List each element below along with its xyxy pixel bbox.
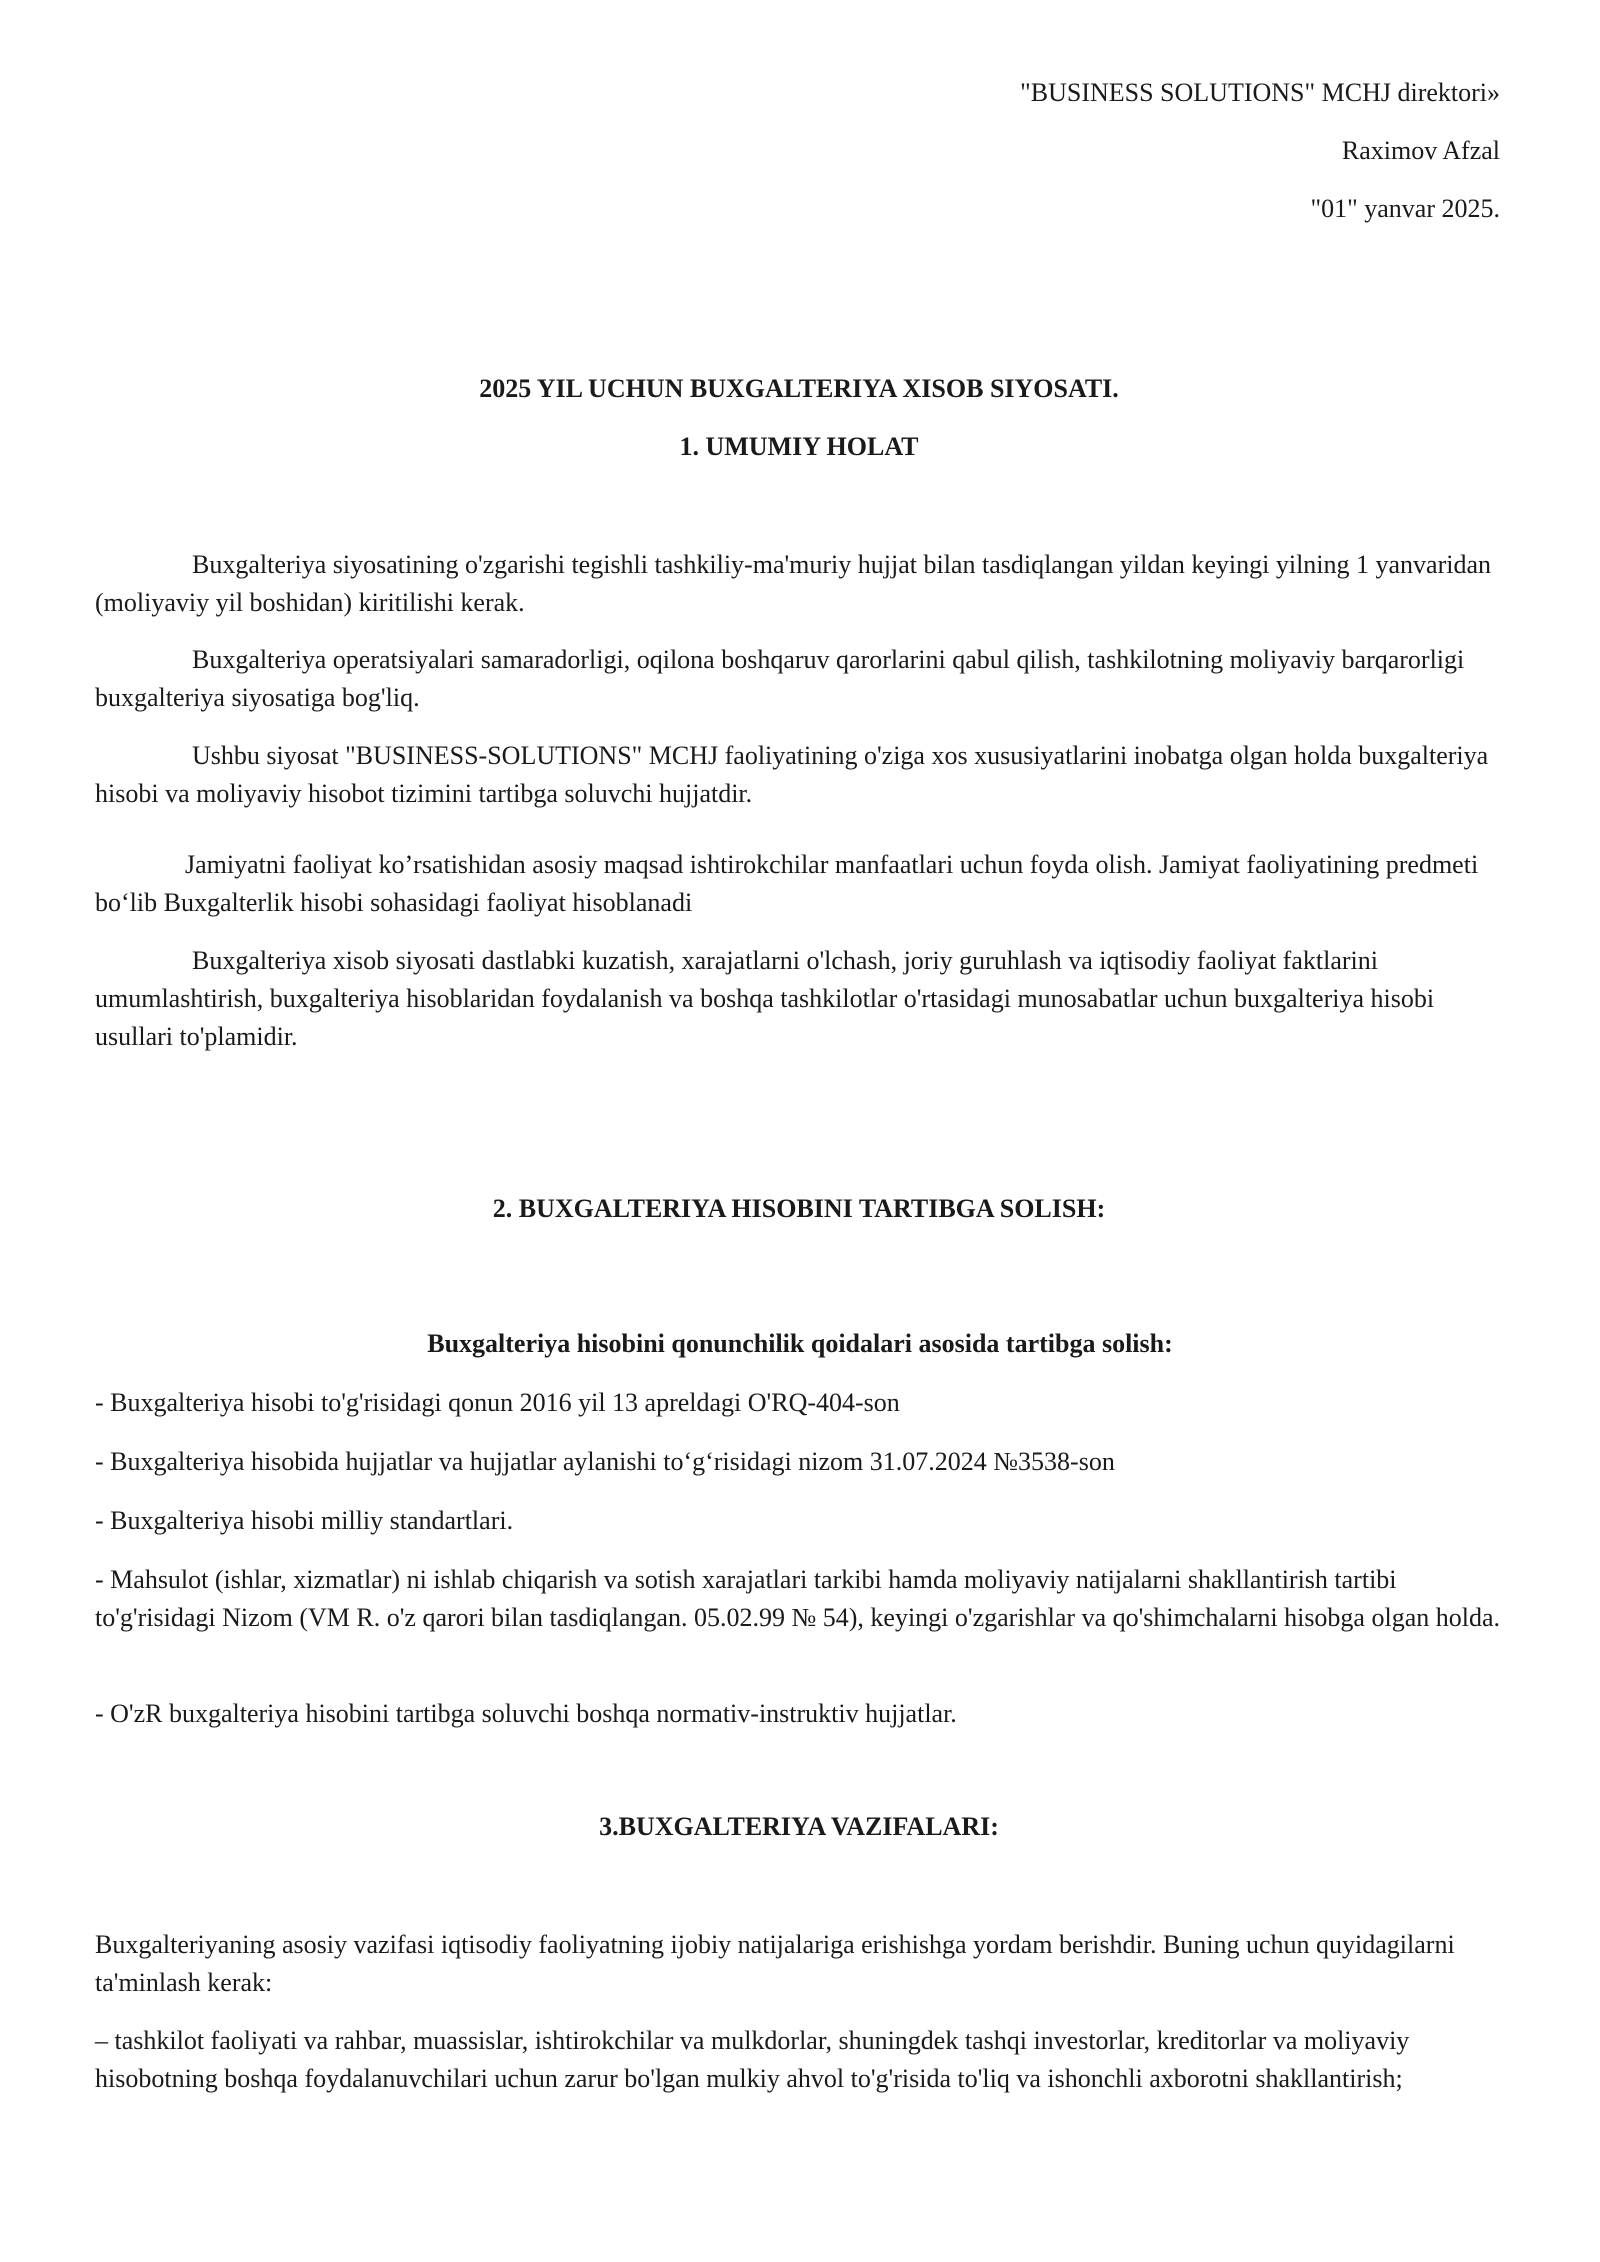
section3-paragraph-2 <box>95 2022 1505 2098</box>
section1-paragraph-1 <box>95 546 1505 622</box>
list-item-text: - O'zR buxgalteriya hisobini tartibga soluvchi boshqa normativ-instruktiv hujjatlar. <box>95 1699 957 1728</box>
section1-paragraph-5 <box>95 942 1505 1056</box>
regulation-list-item <box>95 1561 1505 1637</box>
section3-title-block <box>95 1808 1503 1846</box>
section1-heading: 1. UMUMIY HOLAT <box>679 432 919 461</box>
list-item-text: - Buxgalteriya hisobi milliy standartlari. <box>95 1506 514 1535</box>
section3-heading: 3.BUXGALTERIYA VAZIFALARI: <box>599 1812 999 1841</box>
paragraph-text: Buxgalteriya operatsiyalari samaradorligi, oqilona boshqaruv qarorlarini qabul qilish, tashkilotning moliyaviy barqarorligi buxgalteriya siyosatiga bog'liq. <box>95 645 1465 712</box>
regulation-list-item <box>95 1443 1505 1481</box>
regulation-list-item <box>95 1502 1505 1540</box>
paragraph-text: – tashkilot faoliyati va rahbar, muassislar, ishtirokchilar va mulkdorlar, shuningdek tashqi investorlar, kreditorlar va moliyaviy hisobotning boshqa foydalanuvchilari uchun zarur bo'lgan mulkiy ahvol to'g'risida to'liq va ishonchli axborotni shakllantirish; <box>95 2026 1410 2093</box>
document-title <box>95 370 1503 408</box>
list-item-text: - Buxgalteriya hisobi to'g'risidagi qonun 2016 yil 13 apreldagi O'RQ-404-son <box>95 1388 900 1417</box>
main-title: 2025 YIL UCHUN BUXGALTERIYA XISOB SIYOSATI. <box>479 374 1119 403</box>
paragraph-text: Buxgalteriya xisob siyosati dastlabki kuzatish, xarajatlarni o'lchash, joriy guruhlash va iqtisodiy faoliyat faktlarini umumlashtirish, buxgalteriya hisoblaridan foydalanish va boshqa tashkilotlar o'rtasidagi munosabatlar uchun buxgalteriya hisobi usullari to'plamidir. <box>95 946 1435 1051</box>
paragraph-text: Buxgalteriya siyosatining o'zgarishi tegishli tashkiliy-ma'muriy hujjat bilan tasdiqlangan yildan keyingi yilning 1 yanvaridan (moliyaviy yil boshidan) kiritilishi kerak. <box>95 550 1492 617</box>
section1-paragraph-2 <box>95 641 1505 717</box>
approval-header <box>1020 74 1500 248</box>
director-line: "BUSINESS SOLUTIONS" MCHJ direktori» <box>1020 78 1500 107</box>
approval-date: "01" yanvar 2025. <box>1310 194 1500 223</box>
regulation-list-item <box>95 1384 1505 1422</box>
paragraph-text: Buxgalteriyaning asosiy vazifasi iqtisodiy faoliyatning ijobiy natijalariga erishishga yordam berishdir. Buning uchun quyidagilarni ta'minlash kerak: <box>95 1930 1455 1997</box>
director-name: Raximov Afzal <box>1341 136 1500 165</box>
section3-paragraph-1 <box>95 1926 1505 2002</box>
list-item-text: - Buxgalteriya hisobida hujjatlar va hujjatlar aylanishi to‘g‘risidagi nizom 31.07.2024 №3538-son <box>95 1447 1115 1476</box>
section1-paragraph-3 <box>95 737 1505 813</box>
section1-title-block <box>95 428 1503 466</box>
paragraph-text: Ushbu siyosat "BUSINESS-SOLUTIONS" MCHJ faoliyatining o'ziga xos xususiyatlarini inobatga olgan holda buxgalteriya hisobi va moliyaviy hisobot tizimini tartibga soluvchi hujjatdir. <box>95 741 1489 808</box>
paragraph-text: Jamiyatni faoliyat ko’rsatishidan asosiy maqsad ishtirokchilar manfaatlari uchun foyda olish. Jamiyat faoliyatining predmeti bo‘lib Buxgalterlik hisobi sohasidagi faoliyat hisoblanadi <box>95 850 1479 917</box>
list-item-text: - Mahsulot (ishlar, xizmatlar) ni ishlab chiqarish va sotish xarajatlari tarkibi hamda moliyaviy natijalarni shakllantirish tartibi to'g'risidagi Nizom (VM R. o'z qarori bilan tasdiqlangan. 05.02.99 № 54), keyingi o'zgarishlar va qo'shimchalarni hisobga olgan holda. <box>95 1565 1501 1632</box>
regulation-list-item <box>95 1695 1505 1733</box>
section2-title-block <box>95 1190 1503 1228</box>
section1-paragraph-4 <box>95 846 1505 922</box>
section2-subheading-block <box>95 1325 1505 1363</box>
section2-heading: 2. BUXGALTERIYA HISOBINI TARTIBGA SOLISH: <box>492 1194 1106 1223</box>
section2-subheading: Buxgalteriya hisobini qonunchilik qoidalari asosida tartibga solish: <box>427 1329 1173 1358</box>
